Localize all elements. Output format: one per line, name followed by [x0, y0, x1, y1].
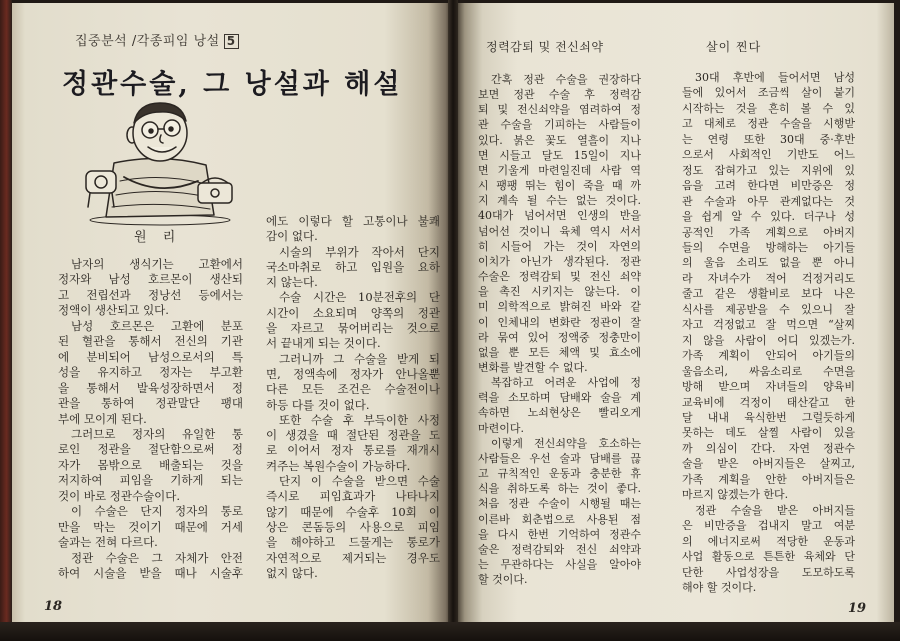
text-line: 40대가 넘어서면 인생의 반을	[478, 209, 641, 223]
text-line: 30대 후반에 들어서면 남성	[695, 71, 855, 84]
text-line: 정액이 생산되고 있다.	[58, 303, 169, 318]
text-line: 식을 취하도록 하는 것이 좋다.	[478, 482, 641, 496]
text-line: 그러니까 그 수술을 받게 되	[279, 351, 440, 366]
text-line: 없을 뿐 모든 체액 및 효소에	[478, 345, 641, 359]
text-line: 보면 정관 수술 후 정력감	[478, 88, 641, 102]
text-line: 에도 이렇다 할 고통이나 불쾌	[266, 214, 440, 228]
text-line: 속하면 노쇠현상은 빨리오게	[478, 406, 641, 420]
text-line: 정자와 남성 호르몬이 생산되	[58, 272, 243, 287]
text-line: 단지 이 수술을 받으면 수술	[279, 474, 440, 489]
page-number-right: 19	[848, 601, 867, 616]
desk-object-right	[198, 178, 232, 203]
text-line: 마련이다.	[478, 421, 525, 435]
text-line: 정도 잡혀가고 있는 지위에 있	[682, 163, 855, 177]
text-line: 면, 정액속에 정자가 안나올뿐	[266, 366, 440, 381]
right-page-column-1	[478, 72, 641, 587]
text-line: 지 계속 될 수는 없는 것이다.	[478, 194, 641, 208]
text-line: 력을 소모하며 담배와 술을 계	[478, 391, 641, 405]
text-line: 남성 호르몬은 고환에 분포	[71, 318, 243, 333]
text-line: 것이 바로 정관수술이다.	[58, 488, 181, 503]
text-line: 서 끝내게 되는 것이다.	[266, 336, 381, 351]
text-line: 시작하는 것을 흔히 볼 수 있	[682, 101, 855, 115]
text-line: 으로서 사회적인 기반도 어느	[682, 148, 855, 162]
text-line: 정관 수술을 받은 아버지들	[695, 503, 855, 517]
text-line: 해야 할 것이다.	[682, 580, 757, 594]
text-line: 할 것이다.	[478, 573, 528, 587]
section-heading-stamina: 정력감퇴 및 전신쇠약	[486, 40, 604, 54]
text-line: 된 혈관을 통해서 전신의 기관	[58, 334, 243, 349]
page-number-left: 18	[44, 599, 63, 614]
text-line: 관 수술과 아무 관계없다는 것	[682, 194, 855, 208]
text-line: 또한 수술 후 부득이한 사정	[279, 412, 440, 427]
text-line: 시간이 소요되며 양쪽의 정관	[266, 305, 440, 320]
cartoon-man-illustration	[80, 97, 240, 227]
text-line: 술과는 전혀 다르다.	[58, 535, 158, 550]
text-line: 없지 않다.	[266, 565, 318, 580]
text-line: 관을 통하여 정관말단 팽대	[58, 396, 243, 411]
section-heading-weight: 살이 찐다	[706, 40, 762, 54]
text-line: 미 의학적으로 밝혀진 바와 같	[478, 300, 641, 314]
text-line: 은 비만증을 겁내지 말고 여분	[682, 519, 855, 533]
text-line: 부에 모이게 된다.	[58, 411, 147, 426]
text-line: 국소마취로 하고 입원을 요하	[266, 259, 440, 274]
text-line: 고 전립선과 정낭선 등에서는	[58, 287, 243, 302]
series-header	[75, 34, 239, 50]
text-line: 다른 모든 조건은 수술전이나	[266, 382, 440, 397]
text-line: 을 다시 한번 기억하여 정관수	[478, 527, 641, 541]
book-spine	[448, 0, 458, 641]
text-line: 라 묶여 있어 정액중 정충만이	[478, 330, 641, 344]
text-line: 을 해야하고 드물게는 통로가	[266, 535, 440, 550]
text-line: 하여 시술을 받을 때나 시술후	[58, 566, 243, 581]
text-line: 마르지 않겠는가 한다.	[682, 488, 789, 502]
text-line: 지 않는다.	[266, 275, 318, 290]
text-line: 이렇게 전신쇠약을 호소하는	[491, 436, 641, 450]
article-title: 정관수술, 그 낭설과 해설	[62, 69, 403, 100]
text-line: 교육비에 걱정이 태산같고 한	[682, 395, 855, 409]
text-line: 울음소리, 싸움소리로 수면을	[682, 364, 855, 378]
text-line: 이 인체내의 변화란 정관이 잘	[478, 315, 641, 329]
text-line: 저지하여 피임을 기하게 되는	[58, 473, 243, 488]
text-line: 처음 정관 수술이 시행될 때는	[478, 497, 641, 511]
text-line: 못하는 데도 살찔 사람이 있을	[682, 426, 855, 440]
text-line: 방해 받으며 자녀들의 양육비	[682, 380, 855, 394]
text-line: 사람들은 우선 술과 담배를 끊	[478, 451, 641, 465]
text-line: 자고 걱정없고 잘 먹으면 “살찌	[682, 318, 855, 332]
text-line: 가족 계획을 안한 아버지들은	[682, 472, 855, 486]
series-title: 집중분석 /각종피임 낭설	[75, 34, 220, 49]
text-line: 성을 유지하고 정자는 부고환	[58, 365, 243, 380]
text-line: 는 무관하다는 사실을 알아야	[478, 558, 641, 571]
book-edge-left	[0, 0, 12, 641]
text-line: 을 쉽게 알 수 있다. 더구나 성	[682, 210, 855, 224]
text-line: 복잡하고 어려운 사업에 정	[491, 376, 641, 390]
text-line: 만을 막는 것이기 때문에 거세	[58, 519, 243, 534]
text-line: 까 의심이 간다. 자연 정관수	[682, 441, 855, 455]
text-line: 간혹 정관 수술을 권장하다	[491, 73, 641, 86]
text-line: 에 분비되어 남성으로서의 특	[58, 349, 243, 364]
text-line: 히 시들어 가는 것이 자연의	[478, 239, 641, 253]
text-line: 로 이어서 정자 통로를 재개시	[266, 443, 440, 458]
text-line: 그러므로 정자의 유일한 통	[71, 426, 243, 441]
text-line: 로인 정관을 절단함으로써 정	[58, 442, 243, 457]
text-line: 달 내내 육식한번 그럴듯하게	[682, 410, 855, 424]
text-line: 시술의 부위가 작아서 단지	[279, 244, 440, 259]
text-line: 고 대체로 정관 수술을 시행받	[682, 117, 855, 131]
text-line: 관 수술을 기피하는 사람들이	[478, 118, 641, 132]
text-line: 술을 받은 아버지들은 살찌고,	[682, 457, 855, 471]
text-line: 수술 시간은 10분전후의 단	[279, 290, 440, 305]
text-line: 켜주는 복원수술이 가능하다.	[266, 458, 411, 473]
text-line: 지 않을 사람이 어디 있겠는가.	[682, 333, 855, 347]
left-page-column-2	[266, 214, 440, 581]
text-line: 않기 때문에 수술후 10회 이	[266, 504, 440, 519]
series-number-badge: 5	[224, 34, 239, 49]
text-line: 남자의 생식기는 고환에서	[71, 257, 243, 271]
left-page-column-1	[58, 257, 243, 582]
text-line: 을 촉진 시키지는 않는다. 이	[478, 285, 641, 299]
text-line: 이 생겼을 때 절단된 정관을 도	[266, 428, 440, 443]
text-line: 술은 정력감퇴와 전신 쇠약과	[478, 542, 641, 556]
text-line: 이른바 회춘법으로 사용된 점	[478, 512, 641, 526]
text-line: 는 연령 또한 30대 중·후반	[682, 132, 855, 146]
text-line: 감이 없다.	[266, 229, 318, 244]
text-line: 라 자녀수가 적어 걱정거리도	[682, 271, 855, 285]
text-line: 의 울음 소리도 없을 뿐 아니	[682, 256, 855, 270]
text-line: 퇴 및 전신쇠약을 염려하여 정	[478, 103, 641, 117]
text-line: 면 기울게 마련일진데 사람 역	[478, 163, 641, 177]
text-line: 줄고 같은 생활비로 보다 나은	[682, 287, 855, 301]
text-line: 수술은 정력감퇴 및 전신 쇠약	[478, 270, 641, 284]
text-line: 음을 고려 한다면 비만증은 정	[682, 179, 855, 193]
text-line: 이치가 아닌가 생각된다. 정관	[478, 254, 641, 268]
text-line: 을 자르고 묶어버리는 것으로	[266, 321, 440, 336]
text-line: 공적인 가족 계획으로 아버지	[682, 225, 855, 239]
text-line: 상은 콘돔등의 사용으로 피임	[266, 519, 440, 534]
text-line: 단한 사업성장을 도모하도록	[682, 565, 855, 579]
text-line: 있다. 붉은 꽃도 열흘이 지나	[478, 133, 641, 147]
right-page-column-2	[682, 70, 855, 595]
text-line: 즉시로 피임효과가 나타나지	[266, 489, 440, 504]
text-line: 넘어선 것이니 육체 역시 서서	[478, 224, 641, 238]
text-line: 하등 다를 것이 없다.	[266, 397, 370, 412]
text-line: 식사를 제공받을 수 있으니 잘	[682, 302, 855, 316]
text-line: 자연적으로 제거되는 경우도	[266, 550, 440, 565]
text-line: 가족 계획이 안되어 아기들의	[682, 349, 855, 363]
text-line: 면 시들고 달도 15일이 지나	[478, 148, 641, 162]
text-line: 고 규칙적인 운동과 충분한 휴	[478, 467, 641, 481]
text-line: 을 통해서 발육성장하면서 정	[58, 380, 243, 395]
scan-bottom-edge	[0, 622, 900, 641]
text-line: 변화를 발견할 수 없다.	[478, 360, 588, 374]
section-heading-principle: 원 리	[134, 230, 182, 245]
text-line: 정관 수술은 그 자체가 안전	[71, 550, 243, 565]
text-line: 시 팽팽 뛰는 힘이 죽을 때 까	[478, 179, 641, 193]
text-line: 들의 수면을 방해하는 아기들	[682, 240, 855, 254]
text-line: 사업 활동으로 튼튼한 육체와 단	[682, 550, 855, 564]
text-line: 의 에너지로써 적당한 운동과	[682, 534, 855, 548]
text-line: 들에 있어서 조금씩 살이 붙기	[682, 86, 855, 100]
text-line: 이 수술은 단지 정자의 통로	[71, 504, 243, 519]
text-line: 자가 몸밖으로 배출되는 것을	[58, 457, 243, 472]
